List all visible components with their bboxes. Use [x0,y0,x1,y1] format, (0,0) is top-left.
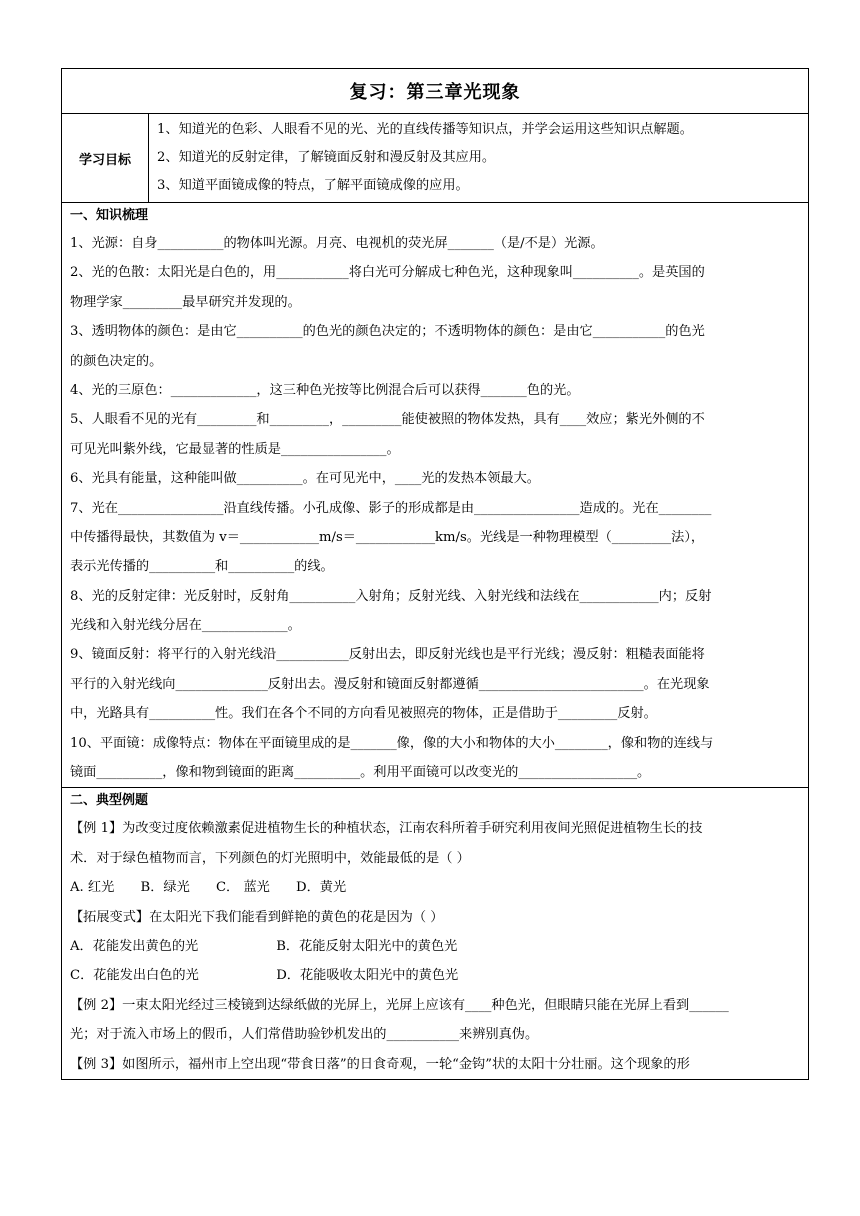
knowledge-line: 的颜色决定的。 [70,353,163,369]
goals-label: 学习目标 [62,114,149,202]
knowledge-line: 表示光传播的__________和__________的线。 [70,559,334,575]
knowledge-line: 平行的入射光线向______________反射出去。漫反射和镜面反射都遵循_________________________。在光现象 [70,676,710,692]
example-1-options [70,873,800,902]
option-a: A. 红光 [70,880,115,896]
examples-section [62,787,808,1079]
example-1-question: 【例 1】为改变过度依赖激素促进植物生长的种植状态，江南农科所着手研究利用夜间光照促进植物生长的技 [70,821,703,837]
knowledge-line: 7、光在________________沿直线传播。小孔成像、影子的形成都是由________________造成的。光在________ [70,500,712,516]
knowledge-line: 镜面__________，像和物到镜面的距离__________。利用平面镜可以改变光的__________________。 [70,765,651,781]
example-2-question: 【例 2】一束太阳光经过三棱镜到达绿纸做的光屏上，光屏上应该有____种色光，但眼睛只能在光屏上看到______ [70,997,729,1013]
goals-list [149,114,808,202]
knowledge-line: 10、平面镜：成像特点：物体在平面镜里成的是_______像，像的大小和物体的大小________，像和物的连线与 [70,735,714,751]
section-heading: 二、典型例题 [70,793,149,809]
option-c: C． 蓝光 [215,880,270,896]
goal-item: 3、知道平面镜成像的特点，了解平面镜成像的应用。 [157,178,469,193]
option-a: A．花能发出黄色的光 [70,938,199,954]
option-b: B．花能反射太阳光中的黄色光 [276,938,458,954]
knowledge-line: 6、光具有能量，这种能叫做__________。在可见光中，____光的发热本领最大。 [70,471,540,487]
goal-item: 1、知道光的色彩、人眼看不见的光、光的直线传播等知识点，并学会运用这些知识点解题。 [157,122,693,137]
knowledge-line: 物理学家_________最早研究并发现的。 [70,294,301,310]
knowledge-line: 1、光源：自身__________的物体叫光源。月亮、电视机的荧光屏_______（是/不是）光源。 [70,236,604,251]
knowledge-line: 中传播得最快，其数值为 v＝____________m/s＝____________km/s。光线是一种物理模型（_________法）， [70,529,705,545]
learning-goals [62,114,808,203]
worksheet [61,68,809,1080]
knowledge-line: 3、透明物体的颜色：是由它__________的色光的颜色决定的；不透明物体的颜色：是由它___________的色光 [70,324,705,340]
example-1-question: 术．对于绿色植物而言，下列颜色的灯光照明中，效能最低的是（ ） [70,850,470,866]
section-heading: 一、知识梳理 [70,208,149,223]
option-c: C．花能发出白色的光 [70,968,199,984]
knowledge-line: 8、光的反射定律：光反射时，反射角__________入射角；反射光线、入射光线和法线在____________内；反射 [70,588,712,604]
extension-options-row [70,961,800,990]
knowledge-line: 中，光路具有__________性。我们在各个不同的方向看见被照亮的物体，正是借助于_________反射。 [70,706,657,722]
knowledge-line: 5、人眼看不见的光有_________和_________，_________能使被照的物体发热，具有____效应；紫光外侧的不 [70,412,705,428]
knowledge-section [62,203,808,787]
option-d: D．黄光 [296,880,347,896]
knowledge-line: 2、光的色散：太阳光是白色的，用___________将白光可分解成七种色光，这种现象叫__________。是英国的 [70,265,705,281]
knowledge-line: 4、光的三原色：_____________，这三种色光按等比例混合后可以获得_______色的光。 [70,382,580,398]
example-2-question: 光；对于流入市场上的假币，人们常借助验钞机发出的___________来辨别真伪。 [70,1027,539,1043]
option-d: D．花能吸收太阳光中的黄色光 [276,968,459,984]
example-3-question: 【例 3】如图所示，福州市上空出现“带食日落”的日食奇观，一轮“金钩”状的太阳十分壮丽。这个现象的形 [70,1056,690,1072]
option-b: B．绿光 [140,880,190,896]
goal-item: 2、知道光的反射定律，了解镜面反射和漫反射及其应用。 [157,150,496,165]
title-row [62,69,808,114]
knowledge-line: 可见光叫紫外线，它最显著的性质是________________。 [70,441,400,457]
knowledge-line: 9、镜面反射：将平行的入射光线沿___________反射出去，即反射光线也是平行光线；漫反射：粗糙表面能将 [70,647,705,663]
extension-options-row [70,932,800,961]
page-title: 复习：第三章光现象 [349,82,521,103]
knowledge-line: 光线和入射光线分居在_____________。 [70,618,301,634]
extension-question: 【拓展变式】在太阳光下我们能看到鲜艳的黄色的花是因为（ ） [70,909,444,925]
